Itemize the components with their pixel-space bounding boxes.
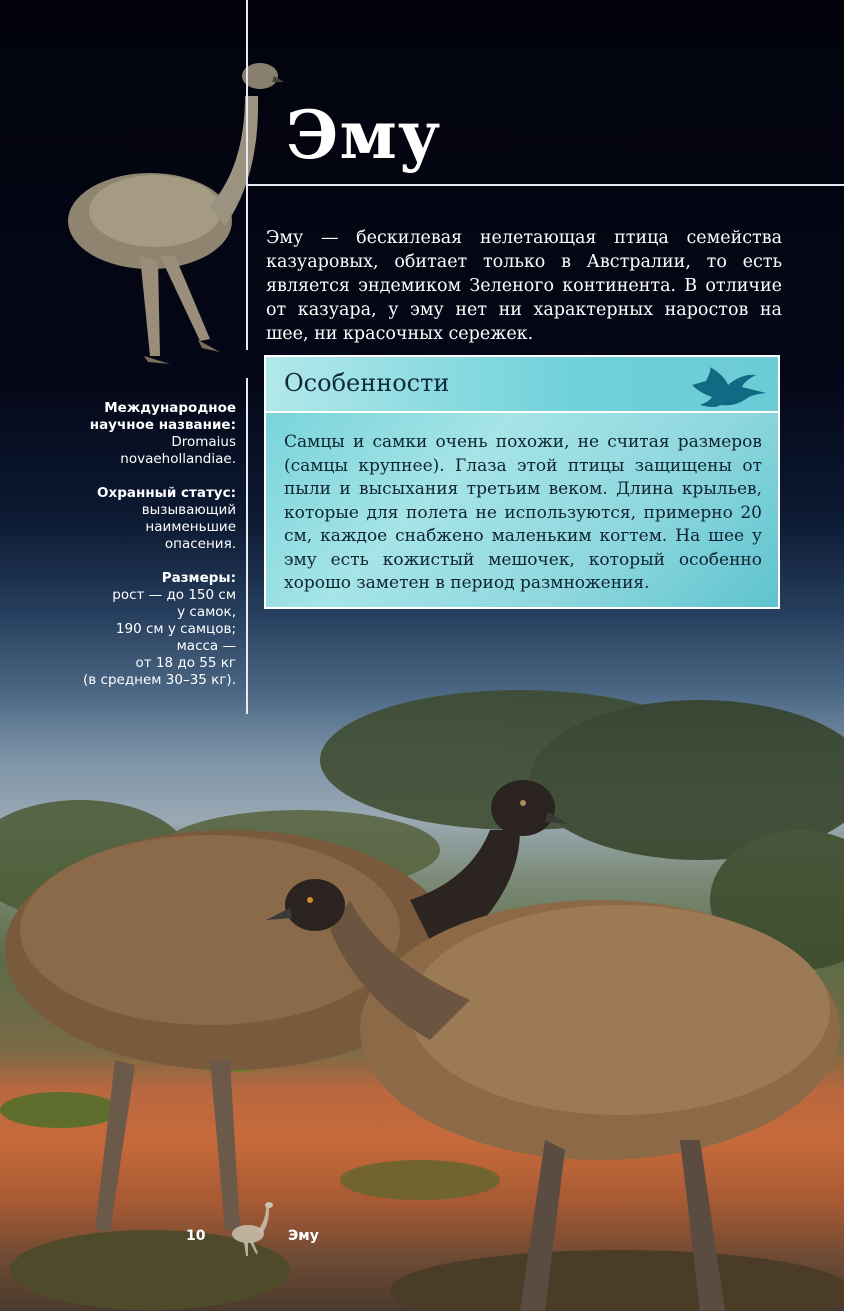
status-block xyxy=(60,485,236,553)
flying-bird-icon xyxy=(690,365,768,409)
emu-illustration xyxy=(60,56,290,374)
features-panel xyxy=(264,355,780,609)
features-header xyxy=(266,357,778,413)
title-rule xyxy=(246,184,844,186)
page-number: 10 xyxy=(186,1228,206,1244)
status-value-3: опасения. xyxy=(164,536,236,552)
scientific-name-value-2: novaehollandiae. xyxy=(120,451,236,467)
size-value-5: от 18 до 55 кг xyxy=(135,655,236,671)
page-title: Эму xyxy=(286,96,442,174)
divider-vertical-top xyxy=(246,0,248,350)
scientific-name-value: Dromaius xyxy=(171,434,236,450)
fact-sidebar xyxy=(60,400,236,706)
footer-section-label: Эму xyxy=(288,1228,319,1244)
size-value-6: (в среднем 30–35 кг). xyxy=(83,672,236,688)
size-label: Размеры: xyxy=(161,570,236,586)
features-title: Особенности xyxy=(284,369,450,397)
scientific-name-label-2: научное название: xyxy=(89,417,236,433)
emu-footer-icon xyxy=(228,1200,278,1258)
intro-paragraph: Эму — бескилевая нелетающая птица семейства казуаровых, обитает только в Австралии, то есть является эндемиком Зеленого континента. В отличие от казуара, у эму нет ни характерных наростов на шее, ни красочных сережек. xyxy=(266,228,782,344)
size-value-1: рост — до 150 см xyxy=(112,587,236,603)
scientific-name-label: Международное xyxy=(104,400,236,416)
divider-vertical-side xyxy=(246,378,248,714)
features-body: Самцы и самки очень похожи, не считая размеров (самцы крупнее). Глаза этой птицы защищены от пыли и высыхания третьим веком. Длина крыльев, которые для полета не используются, примерно 20 см, каждое снабжено маленьким когтем. На шее у эму есть кожистый мешочек, который особенно хорошо заметен в период размножения. xyxy=(284,432,762,593)
size-value-3: 190 см у самцов; xyxy=(115,621,236,637)
status-value-2: наименьшие xyxy=(145,519,236,535)
size-block xyxy=(60,570,236,689)
scientific-name-block xyxy=(60,400,236,468)
status-label: Охранный статус: xyxy=(97,485,236,501)
size-value-4: масса — xyxy=(176,638,236,654)
status-value: вызывающий xyxy=(141,502,236,518)
size-value-2: у самок, xyxy=(177,604,236,620)
